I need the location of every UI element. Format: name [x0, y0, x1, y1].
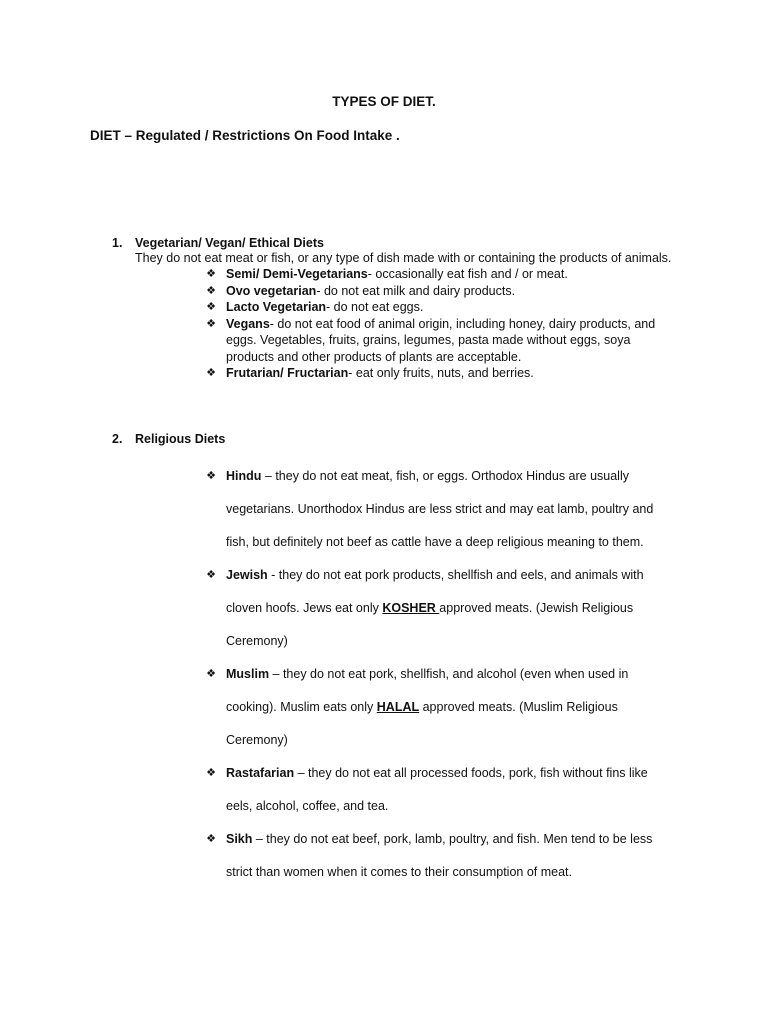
diet-name: Lacto Vegetarian [226, 300, 327, 314]
diet-description: - do not eat eggs. [326, 300, 424, 314]
diamond-bullet-icon: ❖ [206, 367, 216, 379]
diet-description: – they do not eat pork, shellfish, and alcohol (even when used in cooking). Muslim eats only [226, 667, 629, 714]
diet-description-end: approved meats. (Jewish Religious Ceremony) [226, 601, 634, 648]
diet-name: Rastafarian [226, 766, 295, 780]
diet-description: - eat only fruits, nuts, and berries. [348, 366, 534, 380]
diamond-bullet-icon: ❖ [206, 470, 216, 482]
document-title: TYPES OF DIET. [332, 94, 436, 109]
diamond-bullet-icon: ❖ [206, 833, 216, 845]
list-item [112, 283, 676, 300]
diet-definition: DIET – Regulated / Restrictions On Food Intake . [90, 128, 400, 143]
diamond-bullet-icon: ❖ [206, 284, 216, 297]
diamond-bullet-icon: ❖ [206, 569, 216, 581]
diet-description: – they do not eat beef, pork, lamb, poultry, and fish. Men tend to be less strict than women when it comes to their consumption of meat. [226, 832, 653, 879]
list-item [112, 365, 676, 382]
list-item [112, 266, 676, 283]
diet-description-end: approved meats. (Muslim Religious Ceremony) [226, 700, 618, 747]
diamond-bullet-icon: ❖ [206, 268, 216, 280]
diet-description: - they do not eat pork products, shellfish and eels, and animals with cloven hoofs. Jews eat only [226, 568, 644, 615]
list-item [112, 559, 676, 658]
kosher-emphasis: KOSHER [382, 601, 440, 615]
diet-name: Sikh [226, 832, 253, 846]
section-heading [112, 432, 676, 446]
diet-description: – they do not eat all processed foods, pork, fish without fins like eels, alcohol, coffee, and tea. [226, 766, 648, 813]
diet-description: – they do not eat meat, fish, or eggs. Orthodox Hindus are usually vegetarians. Unorthodox Hindus are less strict and may eat lamb, poultry and fish, but definitely not beef as cattle have a deep religious meaning to them. [226, 469, 654, 549]
section-heading [112, 236, 680, 250]
diamond-bullet-icon: ❖ [206, 767, 216, 779]
list-item [112, 757, 676, 823]
diet-name: Ovo vegetarian [226, 283, 317, 298]
diamond-bullet-icon: ❖ [206, 301, 216, 313]
diet-name: Muslim [226, 667, 270, 681]
section-title: Religious Diets [135, 432, 226, 446]
diet-list [112, 460, 676, 889]
diet-description: - occasionally eat fish and / or meat. [367, 267, 568, 281]
diet-name: Semi/ Demi-Vegetarians [226, 267, 368, 281]
section-number: 2. [112, 432, 123, 446]
section-intro: They do not eat meat or fish, or any type of dish made with or containing the products of animals. [135, 251, 672, 265]
list-item [112, 823, 676, 889]
diet-name: Vegans [226, 316, 270, 331]
halal-emphasis: HALAL [376, 700, 420, 714]
section-religious [112, 432, 676, 889]
section-number: 1. [112, 236, 123, 250]
section-title: Vegetarian/ Vegan/ Ethical Diets [135, 236, 324, 250]
section-vegetarian [112, 236, 680, 382]
diamond-bullet-icon: ❖ [206, 668, 216, 680]
diet-name: Hindu [226, 469, 262, 483]
list-item [112, 460, 676, 559]
diet-list [112, 266, 680, 382]
diamond-bullet-icon: ❖ [206, 317, 216, 330]
list-item [112, 299, 676, 316]
diet-description: - do not eat milk and dairy products. [316, 283, 516, 298]
diet-description: - do not eat food of animal origin, including honey, dairy products, and eggs. Vegetables, fruits, grains, legumes, pasta made without eggs, soya products and other products of plants are acceptable. [226, 316, 656, 364]
list-item [112, 658, 676, 757]
diet-name: Frutarian/ Fructarian [226, 366, 349, 380]
diet-name: Jewish [226, 568, 268, 582]
list-item [112, 316, 676, 366]
